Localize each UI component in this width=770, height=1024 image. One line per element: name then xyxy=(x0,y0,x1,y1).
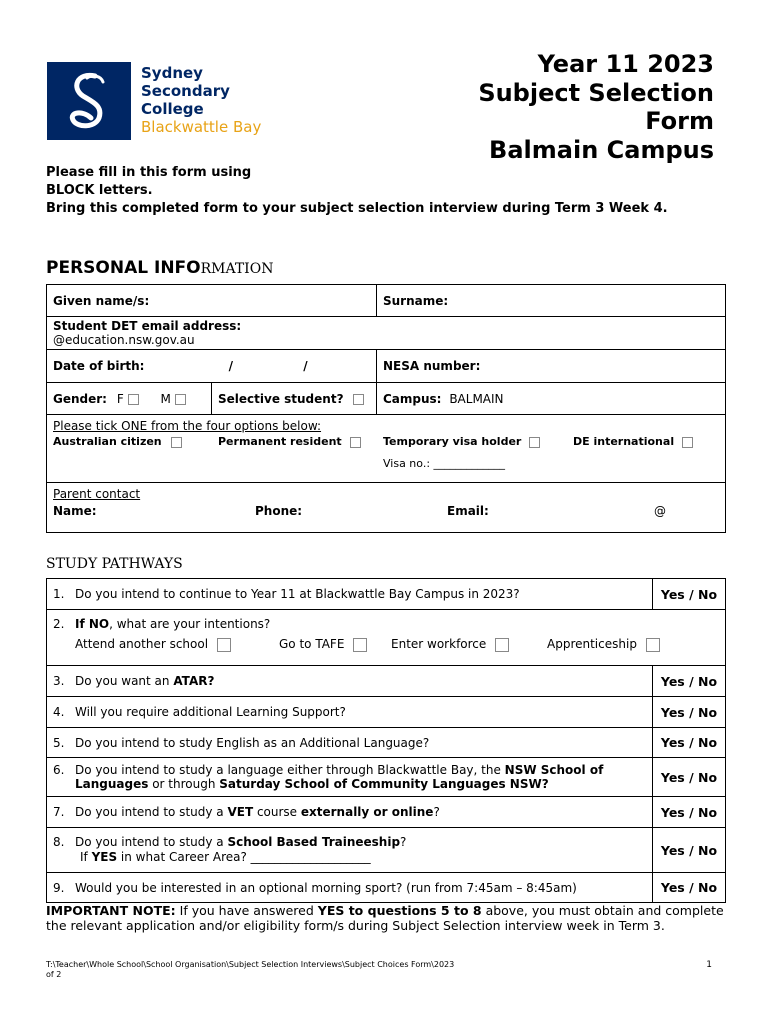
q6-text-c: or through xyxy=(148,777,220,791)
nesa-field[interactable] xyxy=(377,350,726,383)
q4-text: Will you require additional Learning Support? xyxy=(75,705,346,719)
q9-row xyxy=(47,873,653,903)
parent-name-label[interactable]: Name: xyxy=(53,504,97,518)
q2-text: , what are your intentions? xyxy=(109,617,271,631)
q7-text-e: ? xyxy=(433,805,440,819)
email-domain: @education.nsw.gov.au xyxy=(53,333,195,347)
dob-field[interactable] xyxy=(47,350,377,383)
q8-row xyxy=(47,828,653,873)
opt-citizen-checkbox[interactable] xyxy=(171,437,182,448)
gender-m-label: M xyxy=(160,391,171,406)
q8-yes-no[interactable]: Yes / No xyxy=(653,828,726,873)
q9-num: 9. xyxy=(53,880,65,895)
form-title xyxy=(478,50,714,164)
q4-num: 4. xyxy=(53,705,65,719)
q1-yes-no[interactable]: Yes / No xyxy=(653,579,726,610)
q7-text-a: Do you intend to study a xyxy=(75,805,228,819)
email-label: Student DET email address: xyxy=(53,319,242,333)
q2-opt-apprenticeship-label: Apprenticeship xyxy=(547,637,637,651)
q7-bold-d: externally or online xyxy=(300,805,434,819)
q8-text-a: Do you intend to study a xyxy=(75,835,228,849)
personal-info-heading xyxy=(46,258,273,278)
parent-contact-label: Parent contact xyxy=(53,487,141,501)
note-label: IMPORTANT NOTE: xyxy=(46,903,176,918)
opt-international-label: DE international xyxy=(573,435,675,448)
q3-row xyxy=(47,666,653,697)
q9-yes-no[interactable]: Yes / No xyxy=(653,873,726,903)
q8-text-c: ? xyxy=(400,835,407,849)
study-pathways-table xyxy=(46,578,726,903)
school-name-line3: College xyxy=(141,100,204,118)
school-logo xyxy=(47,62,131,140)
heading-rest: RMATION xyxy=(200,261,274,277)
note-bold-c: YES to questions 5 to 8 xyxy=(317,903,482,918)
gender-field xyxy=(47,383,212,415)
q6-yes-no[interactable]: Yes / No xyxy=(653,758,726,797)
instr-line3: Bring this completed form to your subject selection interview during Term 3 Week 4. xyxy=(46,201,668,216)
parent-email-at: @ xyxy=(654,504,666,518)
q8-num: 8. xyxy=(53,835,65,849)
q4-row xyxy=(47,697,653,728)
q1-text: Do you intend to continue to Year 11 at Blackwattle Bay Campus in 2023? xyxy=(75,587,520,601)
q3-num: 3. xyxy=(53,674,65,688)
page-number: 1 xyxy=(706,960,712,970)
title-line1: Year 11 2023 xyxy=(537,50,714,78)
gender-f-checkbox[interactable] xyxy=(128,394,139,405)
q3-text: Do you want an xyxy=(75,674,174,688)
tick-intro: Please tick ONE from the four options below: xyxy=(53,419,322,433)
important-note xyxy=(46,903,726,933)
instructions xyxy=(46,164,726,218)
study-pathways-heading: STUDY PATHWAYS xyxy=(46,556,183,572)
q6-bold-b: NSW School of Languages xyxy=(75,763,604,791)
q5-num: 5. xyxy=(53,735,65,750)
q7-row xyxy=(47,797,653,828)
gender-label: Gender: xyxy=(53,391,107,406)
note-text-d: above, you must obtain and complete the relevant application and/or eligibility form/s during Subject Selection interview week in Term 3. xyxy=(46,903,724,933)
q1-num: 1. xyxy=(53,587,65,601)
q2-opt-school-checkbox[interactable] xyxy=(217,638,231,652)
q5-yes-no[interactable]: Yes / No xyxy=(653,728,726,758)
q3-bold: ATAR? xyxy=(173,674,215,688)
dob-sep1: / xyxy=(228,359,234,373)
surname-label: Surname: xyxy=(383,293,449,308)
q2-opt-school-label: Attend another school xyxy=(75,637,209,651)
opt-visa-label: Temporary visa holder xyxy=(383,435,522,448)
gender-f-label: F xyxy=(116,391,124,406)
q8-text-d: If xyxy=(80,850,92,864)
q7-yes-no[interactable]: Yes / No xyxy=(653,797,726,828)
q8-bold-b: School Based Traineeship xyxy=(227,835,401,849)
selective-label: Selective student? xyxy=(218,391,344,406)
campus-field xyxy=(377,383,726,415)
q7-num: 7. xyxy=(53,805,65,819)
footer-of: of 2 xyxy=(46,970,62,979)
q5-row xyxy=(47,728,653,758)
q6-bold-d: Saturday School of Community Languages NSW? xyxy=(219,777,549,791)
personal-info-table xyxy=(46,284,726,533)
q5-text: Do you intend to study English as an Additional Language? xyxy=(75,735,430,750)
footer-path: T:\Teacher\Whole School\School Organisation\Subject Selection Interviews\Subject Choices Form\2023 xyxy=(46,960,455,969)
footer xyxy=(46,960,726,980)
school-name-line2: Secondary xyxy=(141,82,230,100)
given-name-field[interactable] xyxy=(47,285,377,317)
q8-career-field[interactable]: in what Career Area? ____________________ xyxy=(117,850,371,864)
given-name-label: Given name/s: xyxy=(53,293,150,308)
campus-label: Campus: xyxy=(383,391,442,406)
q2-opt-tafe-label: Go to TAFE xyxy=(279,637,345,651)
note-text-b: If you have answered xyxy=(175,903,318,918)
school-name xyxy=(141,64,261,136)
opt-citizen-label: Australian citizen xyxy=(53,435,162,448)
q1-row xyxy=(47,579,653,610)
campus-value: BALMAIN xyxy=(449,391,504,406)
q9-text: Would you be interested in an optional morning sport? (run from 7:45am – 8:45am) xyxy=(75,880,577,895)
dob-label: Date of birth: xyxy=(53,359,145,373)
q3-yes-no[interactable]: Yes / No xyxy=(653,666,726,697)
q6-num: 6. xyxy=(53,763,65,777)
q2-num: 2. xyxy=(53,617,65,631)
parent-email-label[interactable]: Email: xyxy=(447,504,489,518)
title-line3: Form xyxy=(645,107,714,135)
selective-checkbox[interactable] xyxy=(353,394,364,405)
dob-sep2: / xyxy=(303,359,308,373)
opt-international-checkbox[interactable] xyxy=(682,437,693,448)
q7-text-c: course xyxy=(253,805,301,819)
residency-field xyxy=(47,415,726,483)
parent-contact-field xyxy=(47,483,726,533)
q4-yes-no[interactable]: Yes / No xyxy=(653,697,726,728)
parent-phone-label[interactable]: Phone: xyxy=(255,504,303,518)
q6-row xyxy=(47,758,653,797)
opt-visa-checkbox[interactable] xyxy=(529,437,540,448)
q7-bold-b: VET xyxy=(227,805,254,819)
email-field[interactable] xyxy=(47,317,726,350)
title-line2: Subject Selection xyxy=(478,78,714,107)
opt-resident-checkbox[interactable] xyxy=(350,437,361,448)
q2-row xyxy=(47,610,726,666)
school-name-line1: Sydney xyxy=(141,64,203,82)
swan-logo-icon xyxy=(47,62,131,140)
school-name-line4: Blackwattle Bay xyxy=(141,118,262,136)
selective-field xyxy=(212,383,377,415)
q2-opt-apprenticeship-checkbox[interactable] xyxy=(646,638,660,652)
instr-line1: Please fill in this form using xyxy=(46,165,252,180)
visa-no-field[interactable]: Visa no.: _____________ xyxy=(383,457,506,470)
title-line4: Balmain Campus xyxy=(489,135,714,164)
q2-opt-workforce-checkbox[interactable] xyxy=(495,638,509,652)
surname-field[interactable] xyxy=(377,285,726,317)
q2-opt-tafe-checkbox[interactable] xyxy=(353,638,367,652)
q8-bold-e: YES xyxy=(91,850,118,864)
q6-text-a: Do you intend to study a language either through Blackwattle Bay, the xyxy=(75,763,505,777)
instr-line2: BLOCK letters. xyxy=(46,183,153,198)
heading-bold: PERSONAL INFO xyxy=(46,258,201,278)
gender-m-checkbox[interactable] xyxy=(175,394,186,405)
opt-resident-label: Permanent resident xyxy=(218,435,342,448)
q2-opt-workforce-label: Enter workforce xyxy=(391,637,487,651)
q2-bold: If NO xyxy=(75,617,110,631)
nesa-label: NESA number: xyxy=(383,359,481,373)
